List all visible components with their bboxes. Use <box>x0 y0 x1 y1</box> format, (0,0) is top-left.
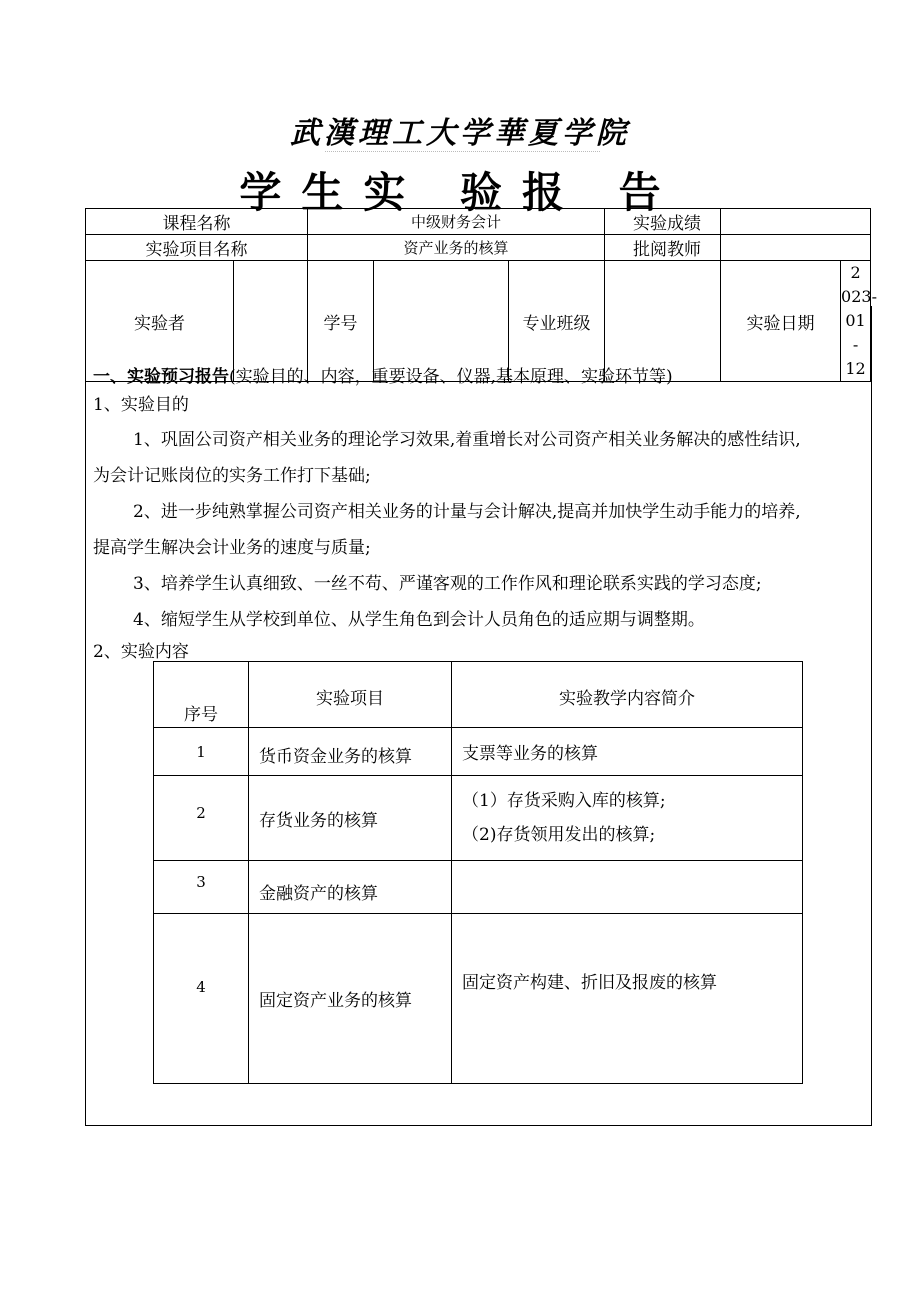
grade-value <box>721 209 871 235</box>
project-label: 实验项目名称 <box>86 235 308 261</box>
teacher-label: 批阅教师 <box>605 235 721 261</box>
row-desc <box>452 776 803 861</box>
row-item: 存货业务的核算 <box>249 776 452 861</box>
header-no: 序号 <box>154 662 249 728</box>
table-row <box>154 861 803 914</box>
row-desc <box>452 861 803 914</box>
section1-subtitle: (实验目的、内容，重要设备、仪器,基本原理、实验环节等) <box>229 367 673 387</box>
date-value-line1: 2 023-01 - <box>841 263 877 354</box>
row-no: 2 <box>154 776 249 861</box>
purpose-item1-line2: 为会计记账岗位的实务工作打下基础; <box>93 466 371 486</box>
teacher-value <box>721 235 871 261</box>
report-title: 学生实 验报 告 <box>239 168 681 217</box>
header-desc: 实验教学内容简介 <box>452 662 803 728</box>
content-heading: 2、实验内容 <box>93 642 189 662</box>
purpose-item3: 3、培养学生认真细致、一丝不苟、严谨客观的工作作风和理论联系实践的学习态度; <box>133 574 762 594</box>
header-item: 实验项目 <box>249 662 452 728</box>
table-row <box>154 728 803 776</box>
row-no: 4 <box>154 914 249 1084</box>
purpose-item1-line1: 1、巩固公司资产相关业务的理论学习效果,着重增长对公司资产相关业务解决的感性结识, <box>133 430 801 450</box>
experimenter-label-text: 实验者 <box>134 313 185 334</box>
purpose-item4: 4、缩短学生从学校到单位、从学生角色到会计人员角色的适应期与调整期。 <box>133 610 705 630</box>
purpose-heading: 1、实验目的 <box>93 395 189 415</box>
table-row <box>154 776 803 861</box>
purpose-item2-line2: 提高学生解决会计业务的速度与质量; <box>93 538 371 558</box>
row-no: 3 <box>154 861 249 914</box>
major-label: 专业班级 <box>509 261 605 382</box>
table-header-row <box>154 662 803 728</box>
course-value: 中级财务会计 <box>308 209 605 235</box>
section1-title: 一、实验预习报告 <box>93 367 229 387</box>
row-no: 1 <box>154 728 249 776</box>
project-value: 资产业务的核算 <box>308 235 605 261</box>
table-row <box>154 914 803 1084</box>
row-desc-line1: （1）存货采购入库的核算; <box>462 791 666 811</box>
row-desc: 支票等业务的核算 <box>452 728 803 776</box>
experiment-content-table <box>153 661 803 1084</box>
purpose-item2-line1: 2、进一步纯熟掌握公司资产相关业务的计量与会计解决,提高并加快学生动手能力的培养, <box>133 502 801 522</box>
course-label: 课程名称 <box>86 209 308 235</box>
date-label: 实验日期 <box>721 261 841 382</box>
row-desc: 固定资产构建、折旧及报废的核算 <box>452 914 803 1084</box>
student-no-label: 学号 <box>308 261 374 382</box>
row-desc-line2: （2)存货领用发出的核算; <box>462 825 656 845</box>
school-name: 武漢理工大学華夏学院 <box>290 116 630 151</box>
row-item: 固定资产业务的核算 <box>249 914 452 1084</box>
row-item: 货币资金业务的核算 <box>249 728 452 776</box>
school-name-underline <box>325 151 600 152</box>
row-item: 金融资产的核算 <box>249 861 452 914</box>
section1-heading <box>93 362 673 387</box>
date-value-line2: 12 <box>845 359 866 378</box>
grade-label: 实验成绩 <box>605 209 721 235</box>
